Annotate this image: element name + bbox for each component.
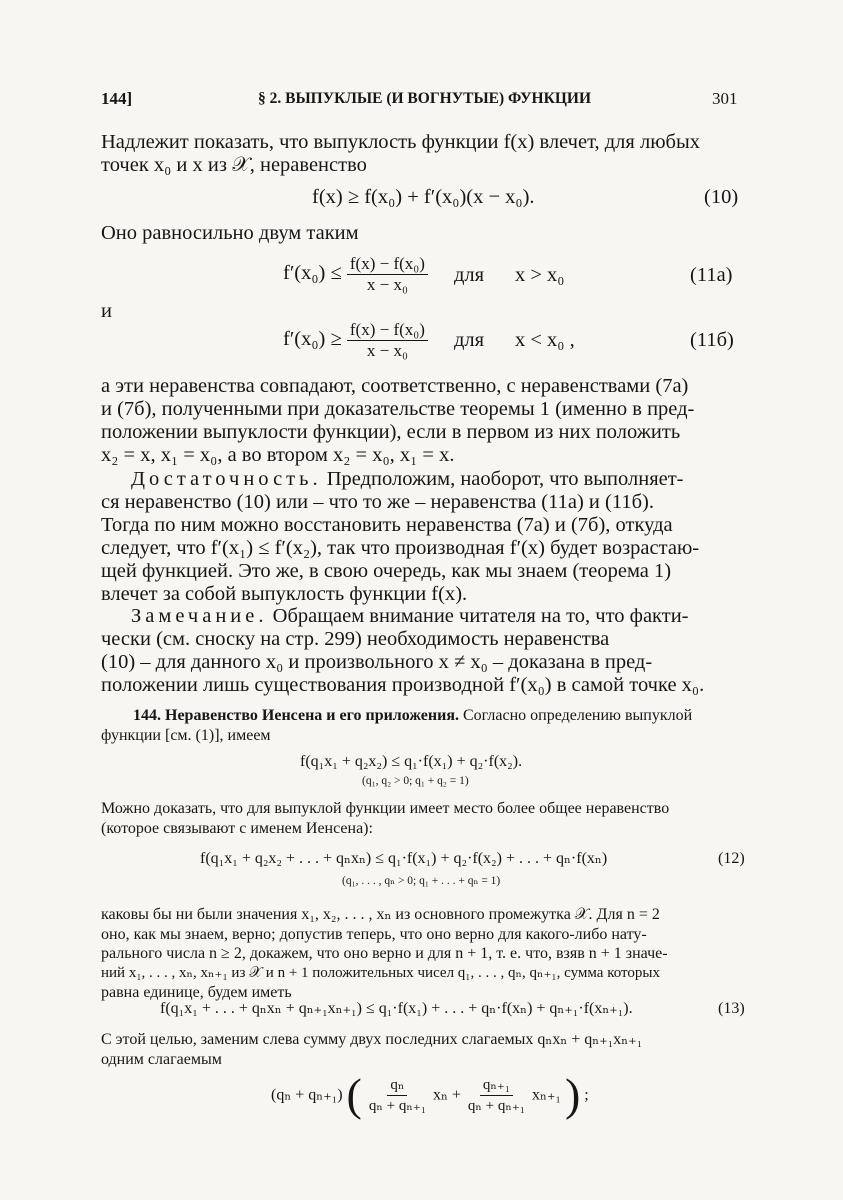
page-number: 301: [712, 89, 738, 108]
header-title: § 2. ВЫПУКЛЫЕ (И ВОГНУТЫЕ) ФУНКЦИИ: [258, 90, 592, 107]
equation-12-condition: (q₁, . . . , qₙ > 0; q₁ + . . . + qₙ = 1): [342, 875, 501, 887]
sufficiency-heading: Достаточность.: [131, 468, 322, 490]
text-line: (10) – для данного x₀ и произвольного x ≠ x₀ – доказана в пред-: [101, 651, 653, 673]
paragraph-5: [101, 905, 745, 1003]
section-144-intro: [101, 706, 738, 745]
equation-12-label: (12): [718, 850, 745, 867]
text-line: ний x₁, . . . , xₙ, xₙ₊₁ из 𝒳 и n + 1 положительных чисел q₁, . . . , qₙ, qₙ₊₁, сумма которых: [101, 964, 660, 981]
equation-13: f(q₁x₁ + . . . + qₙxₙ + qₙ₊₁xₙ₊₁) ≤ q₁·f(x₁) + . . . + qₙ·f(xₙ) + qₙ₊₁·f(xₙ₊₁).: [160, 1000, 633, 1017]
eq-final-num-2: qₙ₊₁: [480, 1076, 513, 1096]
equation-13-label: (13): [718, 1000, 745, 1017]
text-line: (которое связывают с именем Иенсена):: [101, 819, 373, 837]
equation-11b: [283, 321, 428, 360]
and-word: и: [101, 300, 112, 322]
equation-11a: [283, 255, 428, 294]
eq11b-lhs: f′(x₀) ≥: [283, 328, 342, 351]
text-line: положении лишь существования производной f′(x₀) в самой точке x₀.: [101, 674, 705, 696]
eq11b-fraction: [347, 321, 428, 360]
eq11b-for: для: [454, 329, 485, 351]
equation-10: f(x) ≥ f(x₀) + f′(x₀)(x − x₀).: [312, 186, 535, 208]
eq-final-den-2: qₙ + qₙ₊₁: [467, 1097, 526, 1114]
eq11b-label: (11б): [690, 329, 734, 351]
text-line: влечет за собой выпуклость функции f(x).: [101, 583, 468, 605]
eq11b-numerator: f(x) − f(x₀): [347, 321, 428, 341]
eq11a-fraction: [347, 255, 428, 294]
equation-final: [271, 1069, 589, 1120]
equation-basic: f(q₁x₁ + q₂x₂) ≤ q₁·f(x₁) + q₂·f(x₂).: [300, 753, 523, 770]
text-line: x₂ = x, x₁ = x₀, а во втором x₂ = x₀, x₁ = x.: [101, 444, 455, 466]
text-line: Обращаем внимание читателя на то, что факти-: [267, 605, 689, 627]
section-144-title: 144. Неравенство Иенсена и его приложения.: [133, 707, 459, 724]
intro-paragraph: [101, 131, 738, 177]
eq-final-prefix: (qₙ + qₙ₊₁): [271, 1086, 343, 1104]
text-line: функции [см. (1)], имеем: [101, 726, 271, 744]
paragraph-remark: [101, 605, 738, 697]
eq11a-denominator: x − x₀: [366, 275, 408, 294]
text-line: Предположим, наоборот, что выполняет-: [321, 468, 684, 490]
header-section-number: 144]: [101, 89, 133, 108]
text-line: чески (см. сноску на стр. 299) необходимость неравенства: [101, 628, 610, 650]
equation-10-label: (10): [704, 186, 739, 208]
text-line: положении выпуклости функции), если в первом из них положить: [101, 421, 681, 443]
eq-final-term-2: xₙ₊₁: [532, 1086, 561, 1104]
eq-final-fraction-1: [366, 1076, 429, 1115]
right-paren-glyph: ): [564, 1069, 581, 1120]
left-paren-glyph: (: [346, 1069, 362, 1120]
remark-heading: Замечание.: [131, 605, 268, 627]
equation-12: f(q₁x₁ + q₂x₂ + . . . + qₙxₙ) ≤ q₁·f(x₁) + q₂·f(x₂) + . . . + qₙ·f(xₙ): [200, 850, 608, 867]
equivalence-line: Оно равносильно двум таким: [101, 222, 359, 244]
text-line: а эти неравенства совпадают, соответственно, с неравенствами (7а): [101, 375, 689, 397]
eq-final-suffix: ;: [584, 1086, 589, 1104]
eq-final-den-1: qₙ + qₙ₊₁: [368, 1097, 426, 1114]
text-line: рального числа n ≥ 2, докажем, что оно верно и для n + 1, т. е. что, взяв n + 1 значе-: [101, 945, 668, 962]
equation-basic-condition: (q₁, q₂ > 0; q₁ + q₂ = 1): [362, 775, 469, 787]
eq-final-fraction-2: [465, 1076, 528, 1115]
text-line: оно, как мы знаем, верно; допустив теперь, что оно верно для какого-либо нату-: [101, 925, 647, 943]
text-line: одним слагаемым: [101, 1050, 222, 1068]
text-line: щей функцией. Это же, в свою очередь, как мы знаем (теорема 1): [101, 560, 672, 582]
eq11a-label: (11а): [690, 264, 733, 286]
eq-final-num-1: qₙ: [387, 1076, 407, 1096]
text-line: Можно доказать, что для выпуклой функции имеет место более общее неравенство: [101, 800, 670, 817]
eq11b-condition: x < x₀ ,: [515, 329, 575, 351]
text-line: С этой целью, заменим слева сумму двух последних слагаемых qₙxₙ + qₙ₊₁xₙ₊₁: [101, 1031, 643, 1048]
eq11b-denominator: x − x₀: [366, 341, 408, 360]
text-line: равна единице, будем иметь: [101, 984, 292, 1001]
eq11a-numerator: f(x) − f(x₀): [347, 255, 428, 275]
text-line: каковы бы ни были значения x₁, x₂, . . . , xₙ из основного промежутка 𝒳. Для n = 2: [101, 906, 660, 923]
eq11a-condition: x > x₀: [515, 264, 565, 286]
text-line: Согласно определению выпуклой: [458, 707, 693, 724]
text-line: следует, что f′(x₁) ≤ f′(x₂), так что производная f′(x) будет возрастаю-: [101, 537, 700, 559]
paragraph-1: [101, 375, 738, 467]
text-line: Тогда по ним можно восстановить неравенства (7а) и (7б), откуда: [101, 514, 673, 536]
text-line: точек x₀ и x из 𝒳, неравенство: [101, 154, 367, 176]
paragraph-4: [101, 799, 738, 838]
eq-final-term-1: xₙ +: [432, 1086, 461, 1104]
paragraph-6: [101, 1030, 747, 1069]
text-line: и (7б), полученными при доказательстве теоремы 1 (именно в пред-: [101, 398, 695, 420]
eq11a-lhs: f′(x₀) ≤: [283, 262, 342, 285]
paragraph-sufficiency: [101, 468, 738, 606]
text-line: Надлежит показать, что выпуклость функции f(x) влечет, для любых: [101, 131, 700, 153]
eq11a-for: для: [454, 264, 485, 286]
text-line: ся неравенство (10) или – что то же – неравенства (11а) и (11б).: [101, 491, 654, 513]
